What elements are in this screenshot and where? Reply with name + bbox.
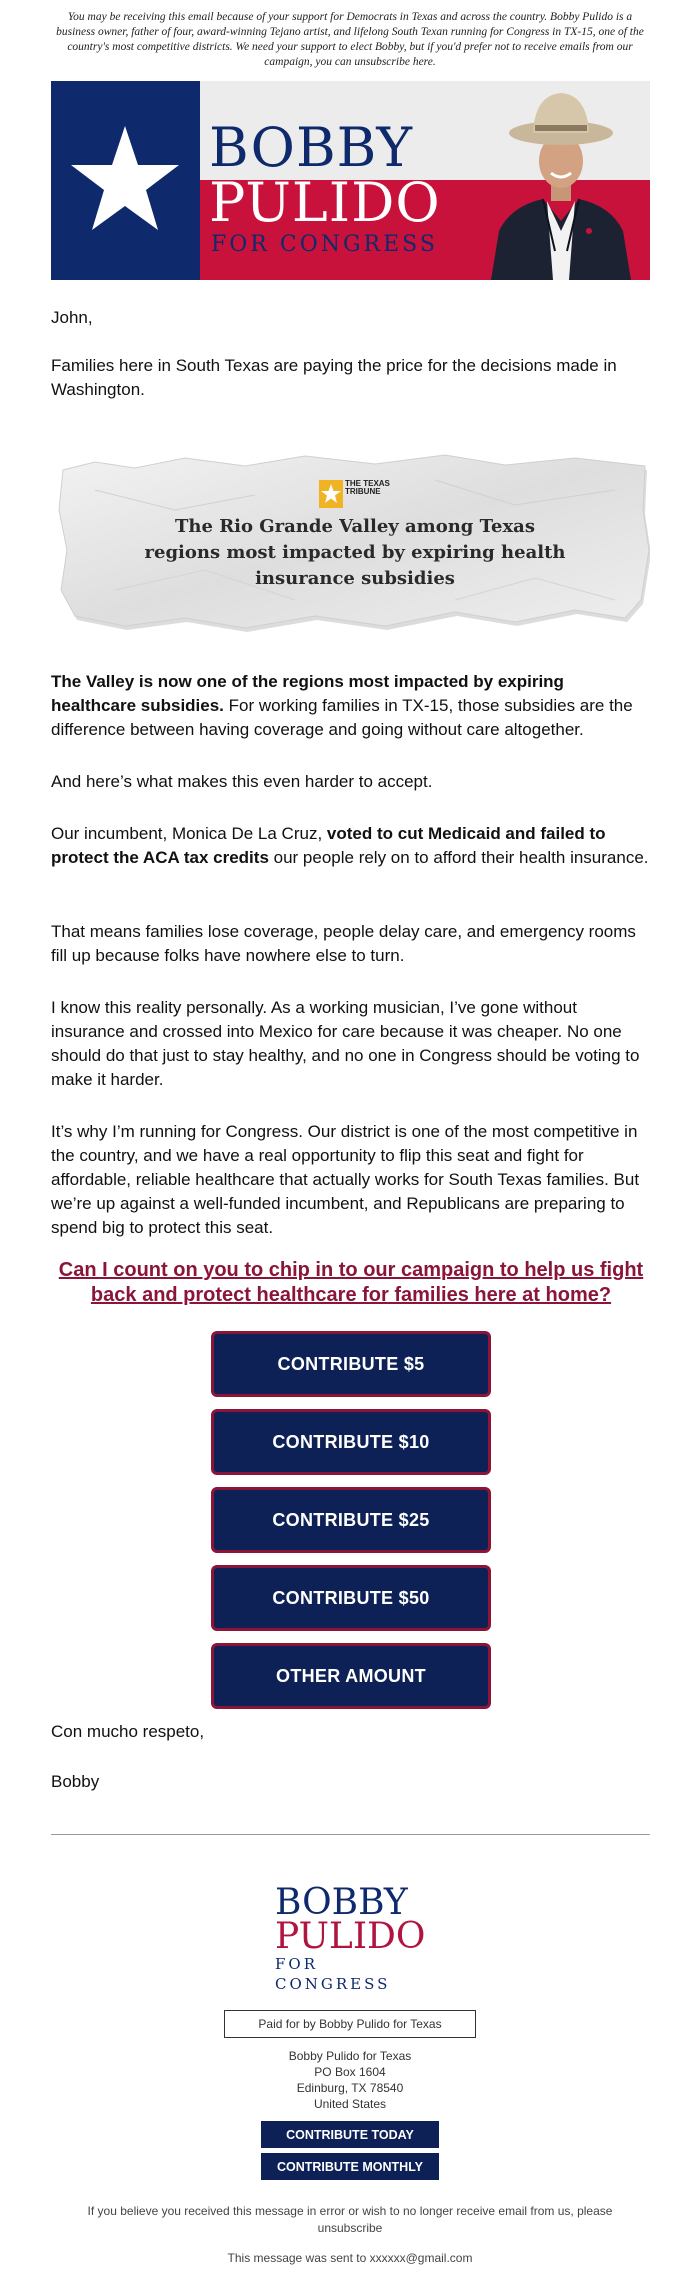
mailing-address	[200, 2048, 500, 2112]
donate-ask-link[interactable]: Can I count on you to chip in to our campaign to help us fight back and protect healthcare for families here at home?	[58, 1259, 644, 1306]
paragraph-running: It’s why I’m running for Congress. Our district is one of the most competitive in the country, and we have a real opportunity to flip this seat and fight for affordable, reliable healthcare that actually works for South Texas families. But we’re up against a well-funded incumbent, and Republicans are preparing to spend big to protect this seat.	[51, 1122, 640, 1237]
footer-logo-first: BOBBY	[275, 1882, 408, 1923]
paragraph-intro: Families here in South Texas are paying the price for the decisions made in Washington.	[51, 356, 617, 399]
address-country: United States	[313, 2097, 387, 2111]
address-line2: Edinburg, TX 78540	[296, 2081, 404, 2095]
address-line1: PO Box 1604	[314, 2065, 386, 2079]
banner-subtitle: FOR CONGRESS	[211, 232, 438, 257]
contribute-today-button[interactable]: CONTRIBUTE TODAY	[261, 2121, 439, 2148]
paragraph-incumbent-bold: voted to cut Medicaid and failed to protect the ACA tax credits	[51, 824, 606, 867]
texas-tribune-logo	[319, 479, 390, 513]
paragraph-coverage: That means families lose coverage, people delay care, and emergency rooms fill up because folks have nowhere else to turn.	[51, 922, 636, 965]
preheader-text: You may be receiving this email because of your support for Democrats in Texas and across the country. Bobby Pulido is a business owner, father of four, award-winning Tejano artist, and lifelong South Texan running for Congress in TX-15, one of the country's most competitive districts. We need your support to elect Bobby, but if you'd prefer not to receive emails from our campaign, you can unsubscribe here.	[56, 11, 644, 68]
paragraph-subsidies	[51, 670, 651, 742]
other-amount-button[interactable]: OTHER AMOUNT	[211, 1643, 491, 1709]
paragraph-personal: I know this reality personally. As a working musician, I’ve gone without insurance and crossed into Mexico for care because it was cheaper. No one should do that just to stay healthy, and no one in Congress should be voting to make it harder.	[51, 998, 640, 1089]
paragraph-harder: And here’s what makes this even harder to accept.	[51, 772, 433, 791]
unsubscribe-notice[interactable]: If you believe you received this message in error or wish to no longer receive email from us, please unsubscribe	[87, 2204, 613, 2235]
contribute-25-button[interactable]: CONTRIBUTE $25	[211, 1487, 491, 1553]
campaign-banner	[51, 81, 650, 280]
tribune-star-icon	[319, 480, 343, 508]
contribute-10-button[interactable]: CONTRIBUTE $10	[211, 1409, 491, 1475]
sent-to-notice: This message was sent to xxxxxx@gmail.com	[227, 2251, 473, 2265]
signoff: Con mucho respeto,	[51, 1722, 205, 1741]
candidate-portrait	[471, 81, 650, 280]
banner-name-last: PULIDO	[209, 171, 441, 234]
news-headline: The Rio Grande Valley among Texas regions most impacted by expiring health insurance subsidies	[144, 516, 566, 589]
contribute-monthly-button[interactable]: CONTRIBUTE MONTHLY	[261, 2153, 439, 2180]
address-org: Bobby Pulido for Texas	[288, 2049, 412, 2063]
tribune-brand: THE TEXAS TRIBUNE	[345, 479, 390, 496]
contribute-50-button[interactable]: CONTRIBUTE $50	[211, 1565, 491, 1631]
footer-logo	[275, 1882, 426, 1994]
paragraph-incumbent	[51, 822, 651, 870]
paragraph-subsidies-bold: The Valley is now one of the regions most impacted by expiring healthcare subsidies.	[51, 672, 564, 715]
star-icon	[69, 124, 181, 234]
signature: Bobby	[51, 1772, 100, 1791]
paragraph-subsidies-rest: For working families in TX-15, those subsidies are the difference between having coverage and going without care altogether.	[51, 696, 633, 739]
footer-logo-sub: FOR CONGRESS	[275, 1955, 391, 1993]
paragraph-incumbent-end: our people rely on to afford their health insurance.	[268, 848, 649, 867]
paragraph-incumbent-start: Our incumbent, Monica De La Cruz,	[51, 824, 327, 843]
greeting: John,	[51, 308, 93, 327]
contribute-5-button[interactable]: CONTRIBUTE $5	[211, 1331, 491, 1397]
footer-logo-last: PULIDO	[275, 1916, 426, 1957]
news-clipping	[55, 450, 650, 635]
banner-name-first: BOBBY	[209, 116, 414, 179]
footer-divider	[51, 1834, 650, 1835]
paid-for-disclaimer: Paid for by Bobby Pulido for Texas	[224, 2010, 476, 2038]
